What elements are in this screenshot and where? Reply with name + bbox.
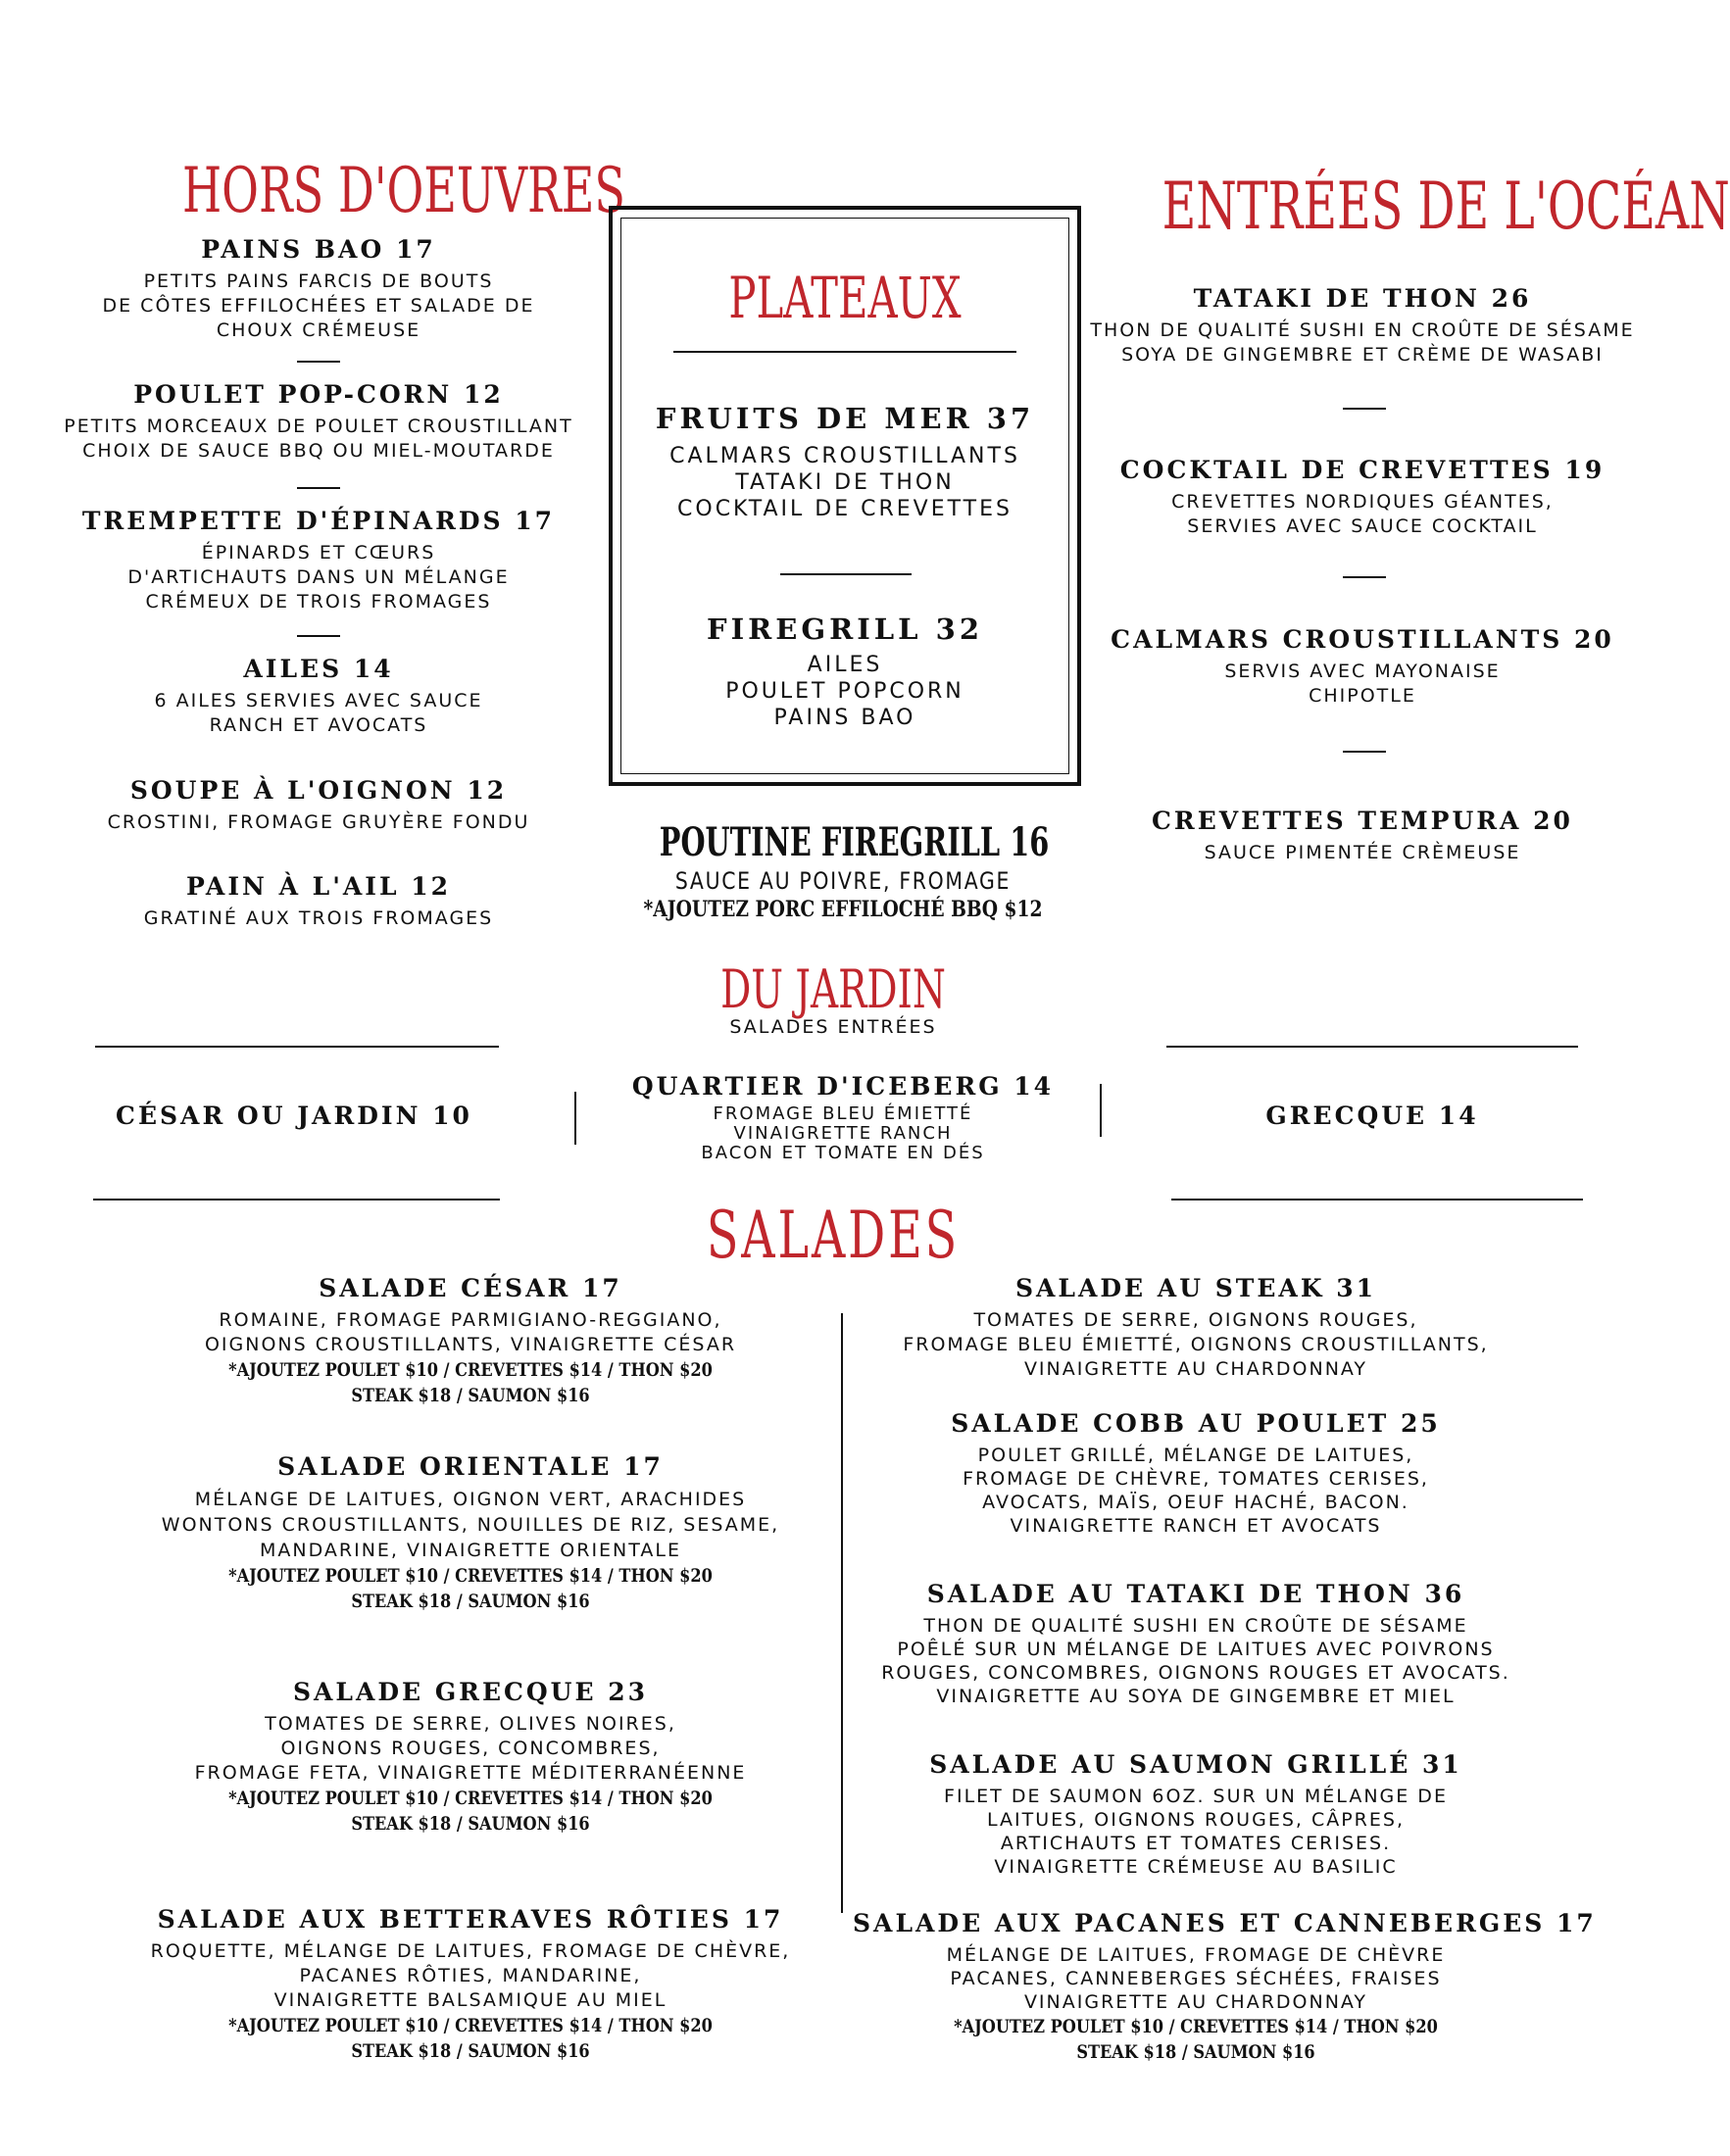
divider [1343,576,1386,578]
menu-item [588,1072,1098,1163]
item-name: SALADE ORIENTALE 17 [277,1452,664,1481]
menu-item [863,1750,1529,1879]
menu-item [1088,456,1637,539]
du-jardin-subtitle: SALADES ENTRÉES [729,1016,937,1038]
item-name: CREVETTES TEMPURA 20 [1152,807,1573,835]
du-jardin-title: DU JARDIN [720,958,946,1020]
item-addon: *AJOUTEZ POULET $10 / CREVETTES $14 / THON $20 STEAK $18 / SAUMON $16 [228,1359,713,1406]
item-name: COCKTAIL DE CREVETTES 19 [1119,456,1606,484]
menu-item [863,1274,1529,1382]
divider [297,635,340,637]
menu-item [127,1905,814,2064]
item-name: FRUITS DE MER 37 [655,402,1035,435]
entrees-ocean-title: ENTRÉES DE L'OCÉAN [1162,169,1730,244]
item-description: 6 AILES SERVIES AVEC SAUCE RANCH ET AVOCATS [154,690,483,736]
menu-item [29,380,608,464]
item-name: SALADE AU TATAKI DE THON 36 [926,1580,1465,1608]
item-description: PETITS MORCEAUX DE POULET CROUSTILLANT CHOIX DE SAUCE BBQ OU MIEL-MOUTARDE [64,416,573,462]
vertical-divider [841,1313,843,1913]
item-description: THON DE QUALITÉ SUSHI EN CROÛTE DE SÉSAME SOYA DE GINGEMBRE ET CRÈME DE WASABI [1090,319,1635,366]
item-name: POULET POP-CORN 12 [133,380,504,409]
item-name: SALADE AUX PACANES ET CANNEBERGES 17 [853,1909,1597,1937]
item-description: GRATINÉ AUX TROIS FROMAGES [143,907,494,929]
item-name: POUTINE FIREGRILL 16 [659,819,1050,865]
item-name: SALADE GRECQUE 23 [292,1678,649,1706]
item-description: POULET GRILLÉ, MÉLANGE DE LAITUES, FROMAGE DE CHÈVRE, TOMATES CERISES, AVOCATS, MAÏS, OEUF HACHÉ, BACON. VINAIGRETTE RANCH ET AVOCATS [963,1445,1429,1537]
item-description: MÉLANGE DE LAITUES, OIGNON VERT, ARACHIDES WONTONS CROUSTILLANTS, NOUILLES DE RIZ, SESAME, MANDARINE, VINAIGRETTE ORIENTALE [161,1489,780,1561]
item-name: SALADE AUX BETTERAVES RÔTIES 17 [157,1905,784,1934]
menu-item [863,1409,1529,1538]
item-addon: *AJOUTEZ POULET $10 / CREVETTES $14 / THON $20 STEAK $18 / SAUMON $16 [228,1565,713,1612]
menu-item [853,1909,1597,2065]
item-description: SAUCE AU POIVRE, FROMAGE [674,867,1012,895]
menu-item-cesar-jardin: CÉSAR OU JARDIN 10 [116,1102,472,1130]
vertical-divider [1100,1084,1102,1137]
item-name: QUARTIER D'ICEBERG 14 [631,1072,1055,1101]
item-name: AILES 14 [243,655,394,683]
menu-item [29,872,608,931]
item-description: MÉLANGE DE LAITUES, FROMAGE DE CHÈVRE PACANES, CANNEBERGES SÉCHÉES, FRAISES VINAIGRETTE AU CHARDONNAY [946,1944,1446,2013]
item-description: ROQUETTE, MÉLANGE DE LAITUES, FROMAGE DE CHÈVRE, PACANES RÔTIES, MANDARINE, VINAIGRETTE BALSAMIQUE AU MIEL [150,1940,791,2011]
divider [673,351,1016,353]
hors-doeuvres-title: HORS D'OEUVRES [182,155,625,227]
item-description: CALMARS CROUSTILLANTS TATAKI DE THON COCKTAIL DE CREVETTES [669,444,1020,521]
item-description: THON DE QUALITÉ SUSHI EN CROÛTE DE SÉSAME POÊLÉ SUR UN MÉLANGE DE LAITUES AVEC POIVRONS ROUGES, CONCOMBRES, OIGNONS ROUGES ET AVOCATS. VINAIGRETTE AU SOYA DE GINGEMBRE ET MIEL [881,1615,1510,1707]
menu-item [29,507,608,614]
divider [93,1199,500,1200]
item-description: FROMAGE BLEU ÉMIETTÉ VINAIGRETTE RANCH BACON ET TOMATE EN DÉS [701,1103,985,1163]
item-name: SALADE CÉSAR 17 [319,1274,622,1302]
item-description: TOMATES DE SERRE, OIGNONS ROUGES, FROMAGE BLEU ÉMIETTÉ, OIGNONS CROUSTILLANTS, VINAIGRETTE AU CHARDONNAY [903,1309,1489,1380]
divider [1171,1199,1583,1200]
salades-title: SALADES [706,1198,961,1273]
item-name: SALADE AU STEAK 31 [1014,1274,1377,1302]
item-name: FIREGRILL 32 [706,612,984,646]
item-addon: *AJOUTEZ POULET $10 / CREVETTES $14 / THON $20 STEAK $18 / SAUMON $16 [954,2016,1438,2063]
item-description: ROMAINE, FROMAGE PARMIGIANO-REGGIANO, OIGNONS CROUSTILLANTS, VINAIGRETTE CÉSAR [204,1309,737,1355]
menu-item [147,1452,794,1614]
item-description: SAUCE PIMENTÉE CRÈMEUSE [1204,842,1521,863]
item-name: SALADE AU SAUMON GRILLÉ 31 [929,1750,1462,1779]
menu-item [147,1274,794,1408]
item-description: AILES POULET POPCORN PAINS BAO [725,653,964,730]
divider [1343,408,1386,410]
divider [780,573,912,575]
menu-item [147,1678,794,1837]
item-addon: *AJOUTEZ PORC EFFILOCHÉ BBQ $12 [643,897,1043,922]
item-description: SERVIS AVEC MAYONAISE CHIPOTLE [1224,661,1501,707]
item-description: FILET DE SAUMON 6OZ. SUR UN MÉLANGE DE LAITUES, OIGNONS ROUGES, CÂPRES, ARTICHAUTS ET TOMATES CERISES. VINAIGRETTE CRÉMEUSE AU BASILIC [944,1786,1448,1878]
item-name: SALADE COBB AU POULET 25 [951,1409,1441,1438]
divider [95,1046,499,1048]
item-name: CALMARS CROUSTILLANTS 20 [1111,625,1614,654]
item-name: TATAKI DE THON 26 [1193,284,1532,313]
menu-item [1088,807,1637,865]
item-name: PAINS BAO 17 [201,235,436,264]
divider [1343,751,1386,753]
menu-item [29,655,608,738]
item-description: ÉPINARDS ET CŒURS D'ARTICHAUTS DANS UN MÉLANGE CRÉMEUX DE TROIS FROMAGES [127,542,510,612]
item-description: TOMATES DE SERRE, OLIVES NOIRES, OIGNONS ROUGES, CONCOMBRES, FROMAGE FETA, VINAIGRETTE MÉDITERRANÉENNE [194,1713,747,1784]
menu-item-grecque: GRECQUE 14 [1265,1102,1479,1130]
plateaux-title: PLATEAUX [728,265,962,331]
item-addon: *AJOUTEZ POULET $10 / CREVETTES $14 / THON $20 STEAK $18 / SAUMON $16 [228,1788,713,1835]
divider [1166,1046,1578,1048]
vertical-divider [574,1092,576,1145]
menu-item [1088,625,1637,709]
menu-item [29,235,608,343]
item-addon: *AJOUTEZ POULET $10 / CREVETTES $14 / THON $20 STEAK $18 / SAUMON $16 [228,2015,713,2062]
poutine-item [588,819,1098,922]
divider [297,361,340,363]
item-name: TREMPETTE D'ÉPINARDS 17 [81,507,556,535]
menu-item [627,612,1063,731]
item-description: CROSTINI, FROMAGE GRUYÈRE FONDU [107,811,530,833]
item-name: SOUPE À L'OIGNON 12 [129,776,508,805]
menu-item [627,402,1063,522]
menu-item [863,1580,1529,1708]
item-name: PAIN À L'AIL 12 [185,872,452,901]
menu-item [29,776,608,835]
item-description: CREVETTES NORDIQUES GÉANTES, SERVIES AVEC SAUCE COCKTAIL [1171,491,1554,537]
menu-item [1088,284,1637,368]
divider [297,487,340,489]
item-description: PETITS PAINS FARCIS DE BOUTS DE CÔTES EFFILOCHÉES ET SALADE DE CHOUX CRÉMEUSE [102,270,535,341]
